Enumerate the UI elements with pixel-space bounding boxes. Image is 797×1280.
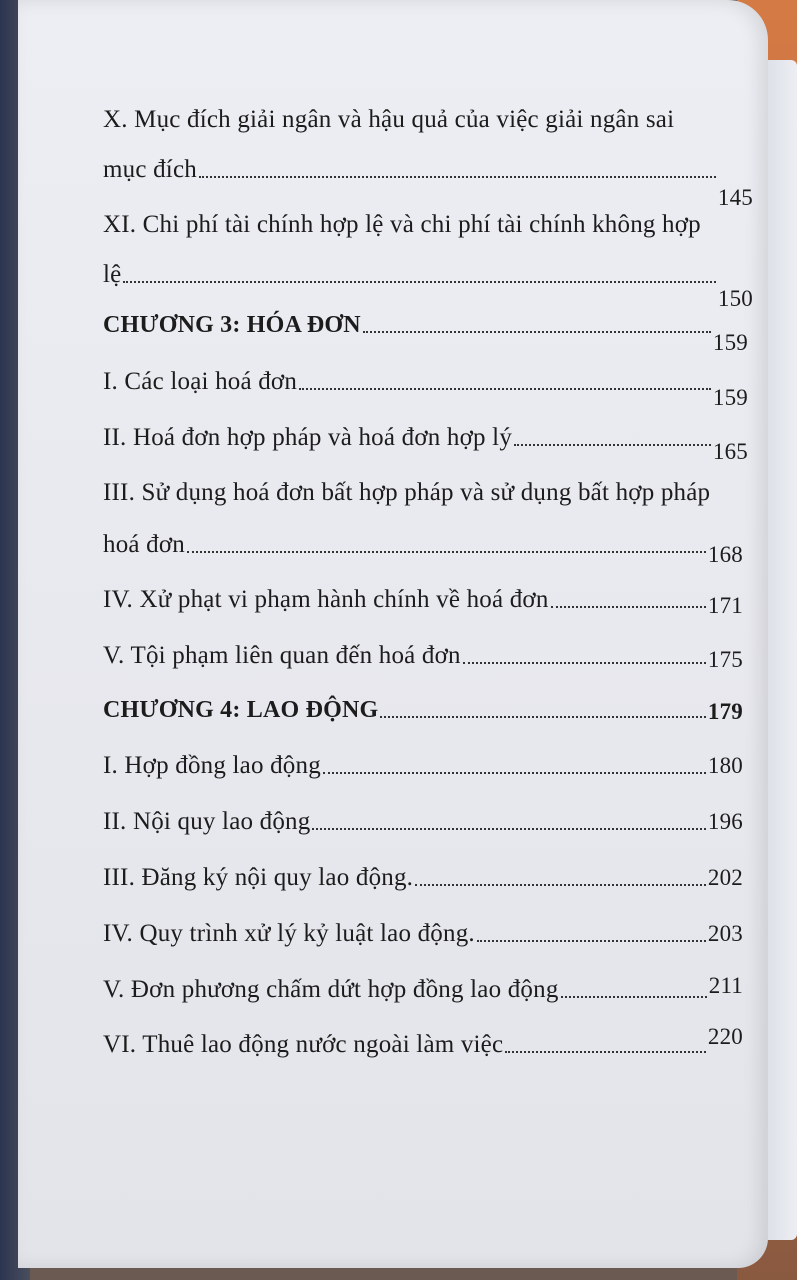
toc-entry-row [103,975,743,1005]
toc-entry-line1: XI. Chi phí tài chính hợp lệ và chi phí tài chính không hợp [103,211,701,238]
toc-leader-dots [323,771,706,774]
toc-entry-row [103,1024,743,1060]
toc-entry-page: 165 [712,439,748,464]
toc-leader-dots [199,175,716,178]
toc-leader-dots [299,387,711,390]
toc-entry-row [103,919,743,949]
toc-entry-page: 220 [707,1024,743,1049]
toc-entry-xi [103,210,753,311]
toc-entry-title: lệ [103,261,122,288]
toc-entry-iv-ch4 [103,919,743,949]
toc-entry-row [103,260,753,311]
toc-entry-x [103,105,753,210]
toc-entry-page: 145 [717,185,753,210]
toc-entry-title: II. Nội quy lao động [103,808,311,835]
toc-entry-row [103,367,748,410]
toc-entry-i-ch4 [103,751,743,781]
toc-entry-title: III. Đăng ký nội quy lao động. [103,864,414,891]
toc-entry-ii-ch3 [103,423,748,464]
toc-entry-row [103,423,748,464]
toc-entry-page: 202 [707,865,743,890]
toc-entry-title: V. Đơn phương chấm dứt hợp đồng lao động [103,976,559,1003]
toc-entry-line1: III. Sử dụng hoá đơn bất hợp pháp và sử dụng bất hợp pháp [103,479,711,506]
toc-leader-dots [415,883,706,886]
toc-entry-row [103,641,743,671]
toc-chapter-3 [103,310,748,355]
toc-entry-title: IV. Xử phạt vi phạm hành chính về hoá đơn [103,586,549,613]
toc-leader-dots [505,1050,706,1053]
toc-entry-row [103,863,743,893]
toc-entry-page: 168 [707,542,743,567]
toc-entry-page: 179 [707,699,743,724]
toc-entry-iii-ch3 [103,478,743,567]
toc-entry-row [103,530,743,567]
book-page [18,0,768,1268]
toc-entry-title: CHƯƠNG 4: LAO ĐỘNG [103,697,379,723]
toc-leader-dots [477,939,706,942]
toc-entry-row [103,310,748,355]
toc-entry-page: 171 [707,593,743,618]
toc-entry-title: I. Các loại hoá đơn [103,368,298,395]
toc-entry-ii-ch4 [103,807,743,837]
toc-entry-v-ch3 [103,641,743,671]
toc-leader-dots [123,280,715,283]
toc-entry-page: 159 [712,330,748,355]
toc-leader-dots [187,550,706,553]
toc-entry-page: 159 [712,385,748,410]
toc-entry-title: IV. Quy trình xử lý kỷ luật lao động. [103,920,475,947]
toc-entry-row [103,155,753,210]
toc-entry-v-ch4 [103,975,743,1005]
toc-entry-page: 211 [708,973,743,998]
toc-entry-row [103,807,743,837]
toc-entry-iv-ch3 [103,585,743,618]
toc-leader-dots [312,827,705,830]
toc-entry-title: mục đích [103,156,197,183]
toc-entry-page: 203 [707,921,743,946]
toc-entry-title: II. Hoá đơn hợp pháp và hoá đơn hợp lý [103,424,513,451]
toc-leader-dots [551,605,706,608]
toc-entry-title: hoá đơn [103,531,185,558]
toc-entry-iii-ch4 [103,863,743,893]
toc-entry-title: I. Hợp đồng lao động [103,752,321,779]
toc-entry-row [103,751,743,781]
toc-entry-page: 150 [717,286,753,311]
toc-entry-row [103,695,743,725]
toc-entry-title: VI. Thuê lao động nước ngoài làm việc [103,1031,504,1058]
toc-entry-line1: X. Mục đích giải ngân và hậu quả của việc giải ngân sai [103,106,675,133]
toc-entry-row [103,585,743,618]
toc-entry-title: CHƯƠNG 3: HÓA ĐƠN [103,312,361,338]
toc-entry-page: 180 [707,753,743,778]
toc-leader-dots [380,715,706,718]
toc-leader-dots [561,995,707,998]
toc-entry-page: 196 [707,809,743,834]
toc-entry-i-ch3 [103,367,748,410]
toc-leader-dots [463,661,706,664]
toc-leader-dots [363,330,711,333]
toc-chapter-4 [103,695,743,725]
toc-entry-title: V. Tội phạm liên quan đến hoá đơn [103,642,461,669]
toc-entry-vi-ch4 [103,1024,743,1060]
toc-entry-page: 175 [707,647,743,672]
toc-leader-dots [514,443,711,446]
